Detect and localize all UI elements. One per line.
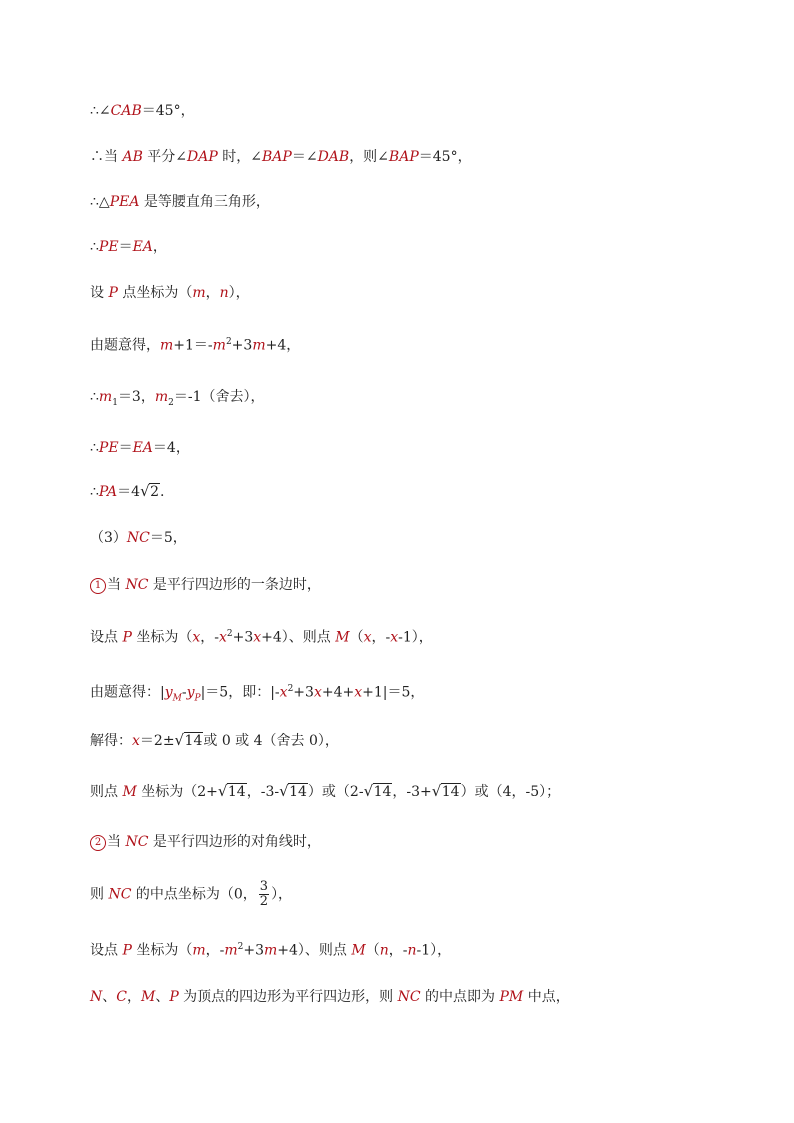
text-line: 设点 P 坐标为（x，$-x^2+3x+4$）、则点 M（x，-x-1）， bbox=[90, 629, 433, 646]
text-line: 则 NC 的中点坐标为（0， $\frac{3}{2}$ ）， bbox=[90, 879, 293, 909]
text-line: 设 P 点坐标为（m，n）， bbox=[90, 285, 250, 301]
text-line: 1 当 NC 是平行四边形的一条边时， bbox=[90, 575, 321, 595]
text-line: N、C，M、P 为顶点的四边形为平行四边形，则 NC 的中点即为 PM 中点， bbox=[90, 989, 570, 1005]
text-line: 设点 P 坐标为（m，$-m^2+3m+4$）、则点 M（n，-n-1）， bbox=[90, 942, 452, 959]
fraction: $\frac{3}{2}$ bbox=[259, 879, 269, 909]
circled-one-icon: 1 bbox=[90, 578, 106, 594]
text-line: ∴PE＝EA＝4， bbox=[90, 440, 190, 456]
circled-two-icon: 2 bbox=[90, 835, 106, 851]
text-line: 由题意得，$m+1=-m^2+3m+4$， bbox=[90, 337, 301, 354]
text-line: 则点 M 坐标为（2+ √ 14，-3- √ 14）或（2- √ 14，-3+ √ 14）或（4，-5）； bbox=[90, 782, 561, 800]
text-line: ∴△PEA 是等腰直角三角形， bbox=[90, 194, 270, 210]
text-line: $\therefore m_1=3$，$m_2=-1$（舍去）， bbox=[90, 389, 265, 408]
text-line: 由题意得：$|y_M-y_P|=5$，即：$|-x^2+3x+4+x+1|=5$， bbox=[90, 684, 425, 704]
text-line: ∴当 AB 平分∠DAP 时，∠BAP＝∠DAB，则∠BAP＝45°， bbox=[90, 149, 472, 165]
text-line: ∴PE＝EA， bbox=[90, 239, 167, 255]
text-line: ∴PA＝4 √ 2. bbox=[90, 482, 165, 500]
text-line: 2 当 NC 是平行四边形的对角线时， bbox=[90, 832, 321, 852]
text-line: （3）NC＝5， bbox=[90, 530, 187, 546]
text-line: ∴∠CAB＝45°， bbox=[90, 103, 195, 119]
sqrt-sign: √ 2 bbox=[140, 482, 160, 500]
text-line: 解得：x＝2± √ 14或 0 或 4（舍去 0）， bbox=[90, 731, 339, 749]
